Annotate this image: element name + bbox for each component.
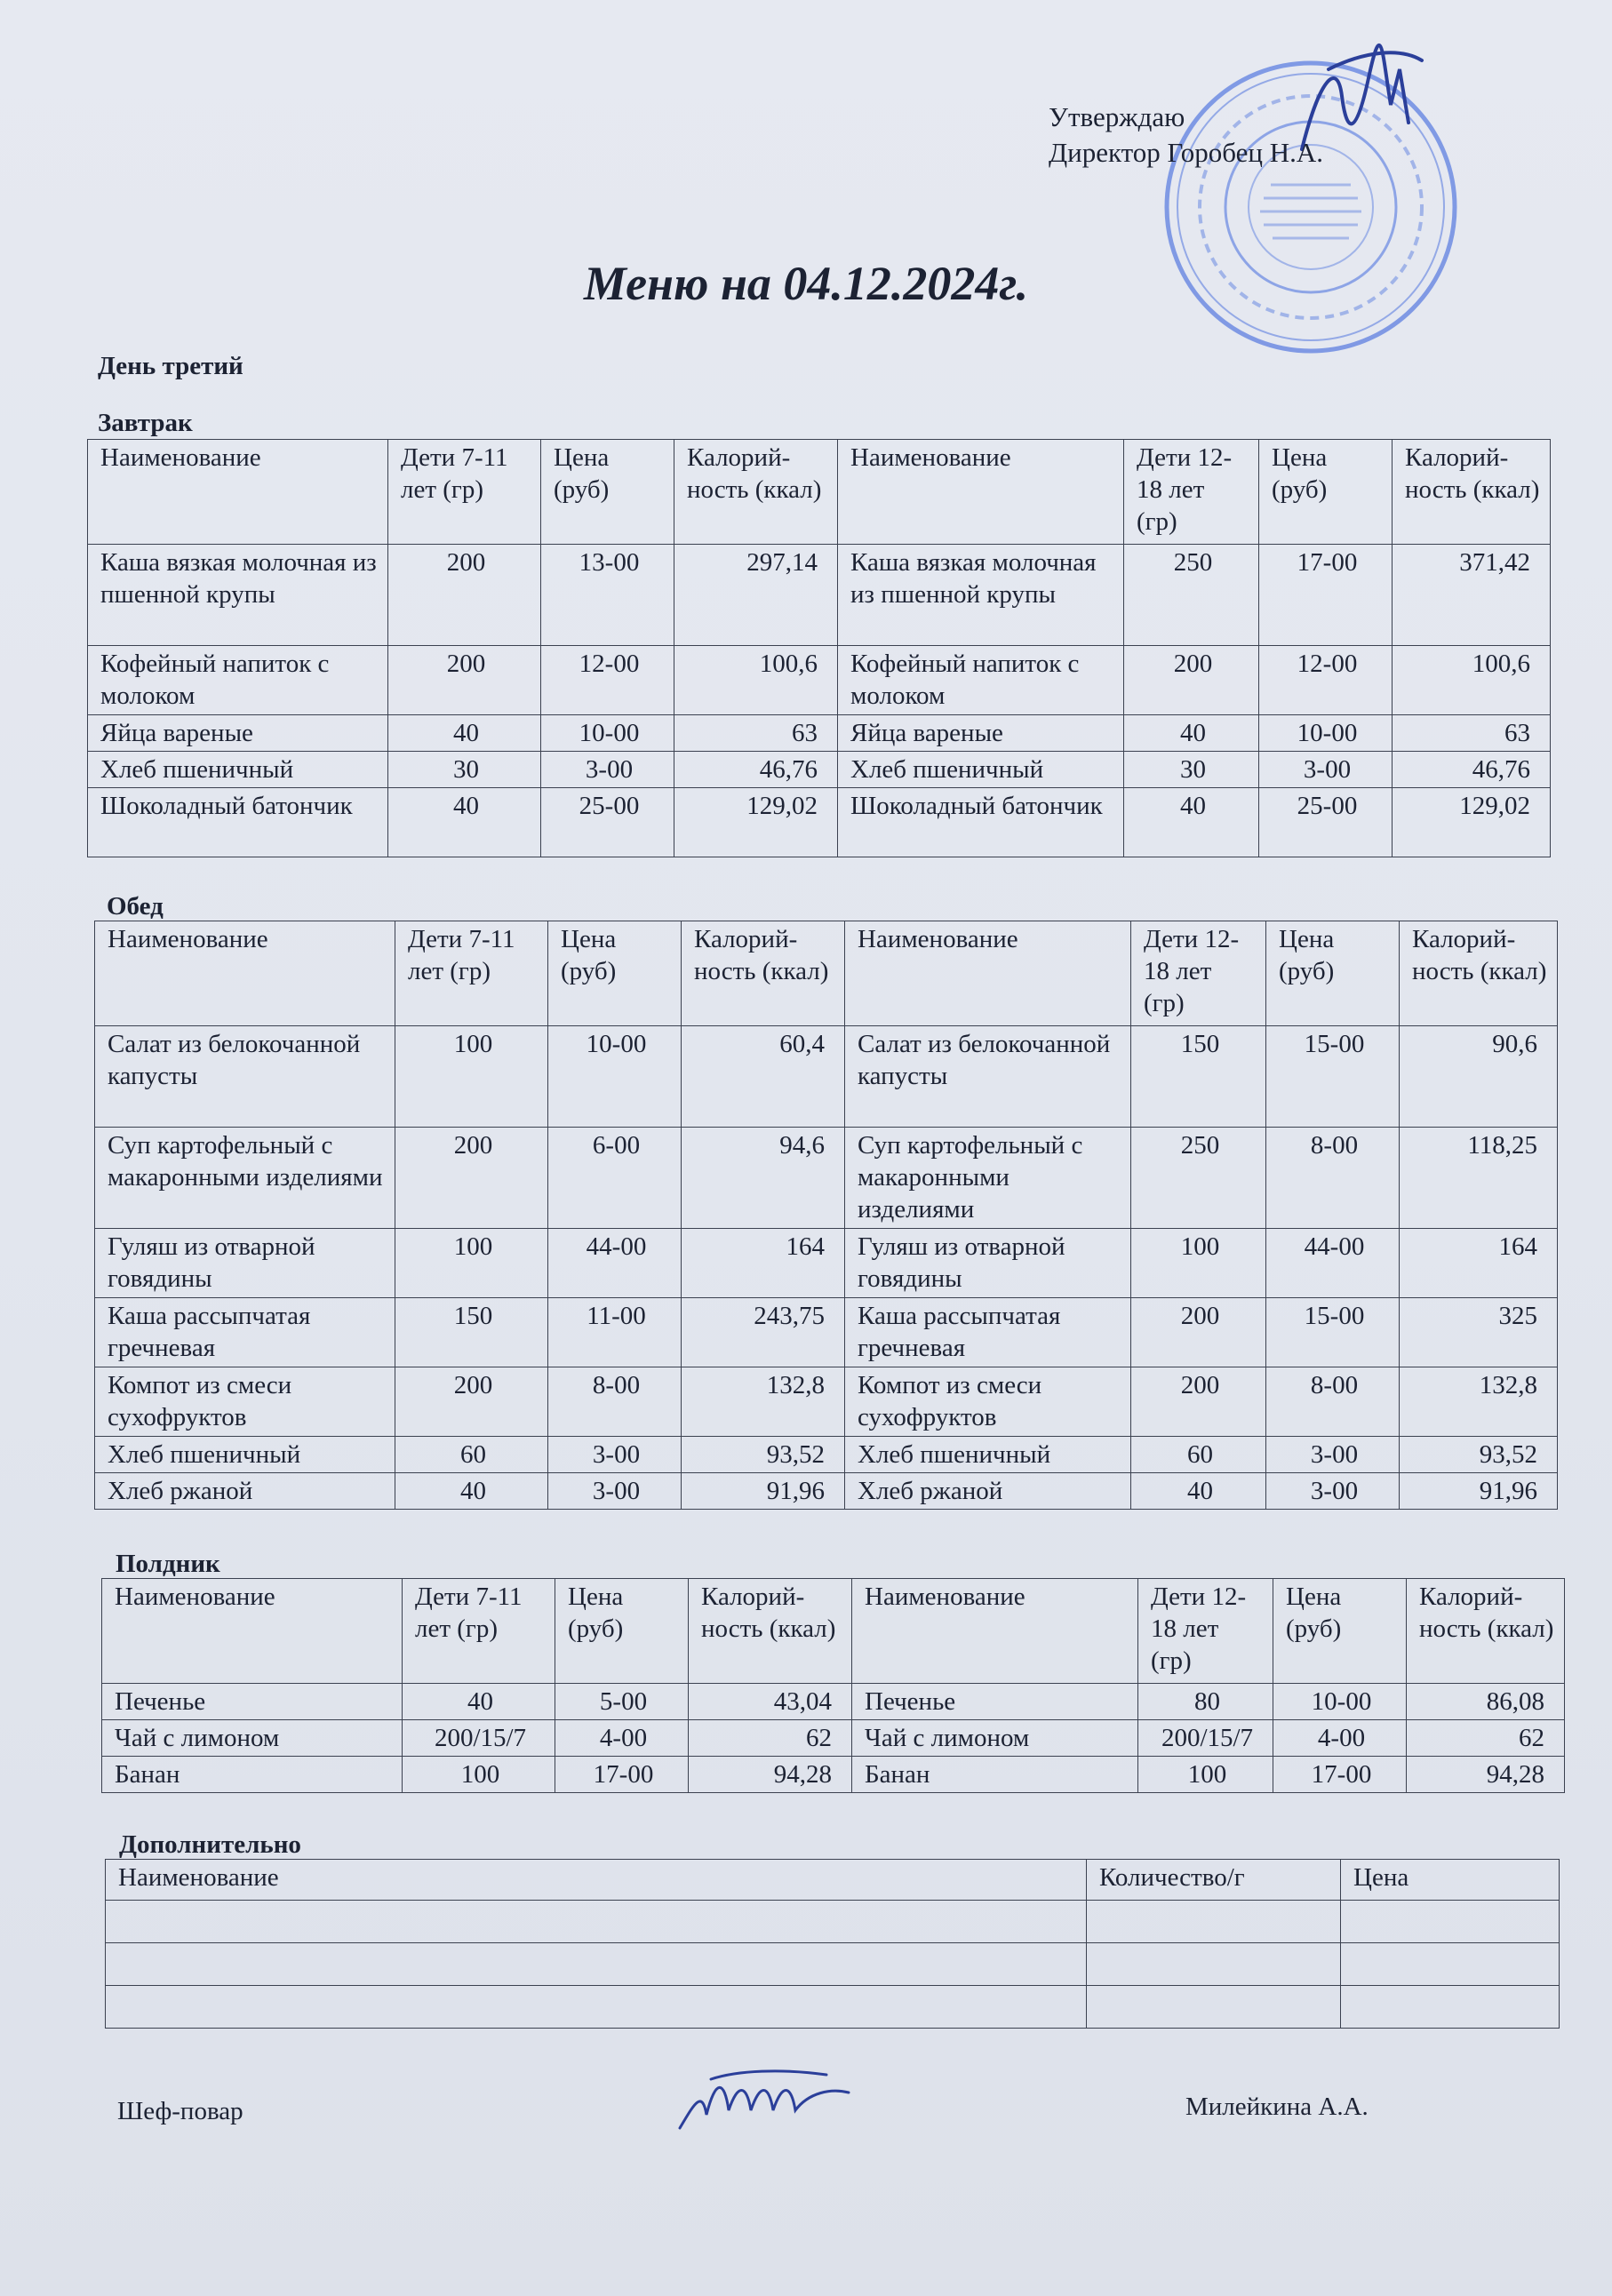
portion-12-18: 60 [1131,1437,1266,1473]
dish-name-7-11: Чай с лимоном [102,1720,403,1757]
price-12-18: 8-00 [1266,1128,1400,1229]
col-kids-12-18: Дети 12-18 лет (гр) [1124,440,1259,545]
extra-col-name: Наименование [106,1860,1087,1901]
table-row [88,715,1551,752]
price-12-18: 15-00 [1266,1298,1400,1367]
price-12-18: 44-00 [1266,1229,1400,1298]
calories-7-11: 91,96 [682,1473,845,1510]
dish-name-7-11: Банан [102,1757,403,1793]
extra-col-price: Цена [1341,1860,1560,1901]
price-7-11: 3-00 [548,1437,682,1473]
calories-7-11: 132,8 [682,1367,845,1437]
dish-name-7-11: Компот из смеси сухофруктов [95,1367,395,1437]
calories-12-18: 118,25 [1400,1128,1558,1229]
price-7-11: 10-00 [541,715,674,752]
dish-name-7-11: Шоколадный батончик [88,788,388,857]
portion-12-18: 200 [1131,1367,1266,1437]
calories-7-11: 43,04 [689,1684,852,1720]
price-12-18: 17-00 [1273,1757,1407,1793]
col-price-7-11: Цена (руб) [541,440,674,545]
col-name-7-11: Наименование [95,921,395,1026]
calories-12-18: 46,76 [1393,752,1551,788]
dish-name-12-18: Хлеб пшеничный [845,1437,1131,1473]
dish-name-7-11: Каша рассыпчатая гречневая [95,1298,395,1367]
portion-12-18: 30 [1124,752,1259,788]
price-7-11: 10-00 [548,1026,682,1128]
dish-name-7-11: Салат из белокочанной капусты [95,1026,395,1128]
dish-name-12-18: Чай с лимоном [852,1720,1138,1757]
portion-12-18: 100 [1131,1229,1266,1298]
portion-12-18: 200/15/7 [1138,1720,1273,1757]
dish-name-12-18: Суп картофельный с макаронными изделиями [845,1128,1131,1229]
portion-7-11: 200 [388,545,541,646]
dish-name-12-18: Салат из белокочанной капусты [845,1026,1131,1128]
calories-7-11: 164 [682,1229,845,1298]
price-12-18: 15-00 [1266,1026,1400,1128]
dish-name-12-18: Яйца вареные [838,715,1124,752]
calories-12-18: 164 [1400,1229,1558,1298]
calories-12-18: 371,42 [1393,545,1551,646]
dish-name-12-18: Каша вязкая молочная из пшенной крупы [838,545,1124,646]
price-7-11: 25-00 [541,788,674,857]
calories-7-11: 297,14 [674,545,838,646]
table-row [95,1473,1558,1510]
dish-name-12-18: Кофейный напиток с молоком [838,646,1124,715]
dish-name-7-11: Кофейный напиток с молоком [88,646,388,715]
dish-name-7-11: Яйца вареные [88,715,388,752]
table-row [88,545,1551,646]
col-kids-7-11: Дети 7-11 лет (гр) [403,1579,555,1684]
calories-12-18: 129,02 [1393,788,1551,857]
dish-name-12-18: Каша рассыпчатая гречневая [845,1298,1131,1367]
calories-12-18: 63 [1393,715,1551,752]
col-calories-12-18: Калорий-ность (ккал) [1400,921,1558,1026]
calories-12-18: 100,6 [1393,646,1551,715]
calories-7-11: 63 [674,715,838,752]
dish-name-12-18: Компот из смеси сухофруктов [845,1367,1131,1437]
price-12-18: 17-00 [1259,545,1393,646]
portion-7-11: 30 [388,752,541,788]
calories-12-18: 132,8 [1400,1367,1558,1437]
calories-12-18: 93,52 [1400,1437,1558,1473]
price-7-11: 12-00 [541,646,674,715]
price-7-11: 4-00 [555,1720,689,1757]
price-12-18: 4-00 [1273,1720,1407,1757]
table-row [95,1298,1558,1367]
table-row [102,1720,1565,1757]
calories-12-18: 90,6 [1400,1026,1558,1128]
table-row [106,1943,1560,1986]
calories-12-18: 91,96 [1400,1473,1558,1510]
price-12-18: 12-00 [1259,646,1393,715]
calories-12-18: 94,28 [1407,1757,1565,1793]
extra-table [105,1859,1560,2029]
col-calories-7-11: Калорий-ность (ккал) [689,1579,852,1684]
table-row [95,1229,1558,1298]
col-calories-12-18: Калорий-ность (ккал) [1393,440,1551,545]
dish-name-7-11: Гуляш из отварной говядины [95,1229,395,1298]
price-7-11: 44-00 [548,1229,682,1298]
director-line: Директор Горобец Н.А. [1049,137,1323,168]
col-name-12-18: Наименование [845,921,1131,1026]
calories-7-11: 243,75 [682,1298,845,1367]
col-price-12-18: Цена (руб) [1259,440,1393,545]
portion-12-18: 80 [1138,1684,1273,1720]
portion-7-11: 40 [403,1684,555,1720]
portion-12-18: 250 [1124,545,1259,646]
lunch-table [94,921,1558,1510]
lunch-title: Обед [107,892,164,921]
col-name-7-11: Наименование [88,440,388,545]
table-row [95,1026,1558,1128]
col-price-7-11: Цена (руб) [555,1579,689,1684]
calories-12-18: 62 [1407,1720,1565,1757]
calories-7-11: 94,28 [689,1757,852,1793]
day-label: День третий [98,352,243,380]
price-12-18: 25-00 [1259,788,1393,857]
price-12-18: 10-00 [1273,1684,1407,1720]
portion-7-11: 200 [395,1367,548,1437]
approval-block [1049,100,1323,171]
chef-name: Милейкина А.А. [1185,2093,1369,2121]
dish-name-7-11: Хлеб пшеничный [95,1437,395,1473]
table-row [106,1986,1560,2029]
calories-7-11: 100,6 [674,646,838,715]
calories-7-11: 94,6 [682,1128,845,1229]
col-kids-7-11: Дети 7-11 лет (гр) [395,921,548,1026]
calories-7-11: 46,76 [674,752,838,788]
calories-12-18: 325 [1400,1298,1558,1367]
portion-12-18: 150 [1131,1026,1266,1128]
portion-7-11: 150 [395,1298,548,1367]
portion-7-11: 200 [388,646,541,715]
dish-name-12-18: Хлеб ржаной [845,1473,1131,1510]
col-kids-12-18: Дети 12-18 лет (гр) [1131,921,1266,1026]
portion-7-11: 60 [395,1437,548,1473]
portion-7-11: 200/15/7 [403,1720,555,1757]
snack-title: Полдник [116,1550,220,1578]
price-7-11: 5-00 [555,1684,689,1720]
portion-7-11: 40 [388,715,541,752]
col-calories-7-11: Калорий-ность (ккал) [674,440,838,545]
col-name-7-11: Наименование [102,1579,403,1684]
portion-7-11: 200 [395,1128,548,1229]
portion-7-11: 40 [388,788,541,857]
breakfast-table [87,439,1551,857]
price-7-11: 3-00 [541,752,674,788]
col-calories-7-11: Калорий-ность (ккал) [682,921,845,1026]
table-row [95,1367,1558,1437]
dish-name-12-18: Шоколадный батончик [838,788,1124,857]
extra-col-qty: Количество/г [1087,1860,1341,1901]
price-7-11: 3-00 [548,1473,682,1510]
snack-table [101,1578,1565,1793]
breakfast-title: Завтрак [98,409,193,437]
price-7-11: 13-00 [541,545,674,646]
dish-name-7-11: Хлеб ржаной [95,1473,395,1510]
calories-7-11: 60,4 [682,1026,845,1128]
col-name-12-18: Наименование [852,1579,1138,1684]
price-7-11: 11-00 [548,1298,682,1367]
portion-12-18: 40 [1124,715,1259,752]
calories-7-11: 93,52 [682,1437,845,1473]
price-12-18: 3-00 [1259,752,1393,788]
dish-name-7-11: Суп картофельный с макаронными изделиями [95,1128,395,1229]
portion-12-18: 200 [1124,646,1259,715]
table-row [88,752,1551,788]
dish-name-12-18: Гуляш из отварной говядины [845,1229,1131,1298]
approve-line: Утверждаю [1049,101,1185,132]
table-row [95,1437,1558,1473]
table-row [95,1128,1558,1229]
portion-12-18: 40 [1124,788,1259,857]
portion-7-11: 100 [403,1757,555,1793]
table-row [88,788,1551,857]
dish-name-12-18: Хлеб пшеничный [838,752,1124,788]
col-price-7-11: Цена (руб) [548,921,682,1026]
table-row [102,1757,1565,1793]
price-12-18: 3-00 [1266,1473,1400,1510]
col-name-12-18: Наименование [838,440,1124,545]
extra-title: Дополнительно [119,1830,301,1859]
portion-7-11: 100 [395,1229,548,1298]
price-7-11: 17-00 [555,1757,689,1793]
table-row [102,1684,1565,1720]
dish-name-7-11: Каша вязкая молочная из пшенной крупы [88,545,388,646]
col-price-12-18: Цена (руб) [1266,921,1400,1026]
price-12-18: 3-00 [1266,1437,1400,1473]
portion-12-18: 200 [1131,1298,1266,1367]
dish-name-7-11: Печенье [102,1684,403,1720]
portion-12-18: 100 [1138,1757,1273,1793]
calories-7-11: 62 [689,1720,852,1757]
portion-12-18: 250 [1131,1128,1266,1229]
price-12-18: 10-00 [1259,715,1393,752]
col-kids-12-18: Дети 12-18 лет (гр) [1138,1579,1273,1684]
calories-7-11: 129,02 [674,788,838,857]
price-12-18: 8-00 [1266,1367,1400,1437]
price-7-11: 8-00 [548,1367,682,1437]
portion-7-11: 40 [395,1473,548,1510]
dish-name-12-18: Банан [852,1757,1138,1793]
dish-name-12-18: Печенье [852,1684,1138,1720]
chef-label: Шеф-повар [117,2097,243,2125]
page-title: Меню на 04.12.2024г. [583,257,1029,310]
portion-12-18: 40 [1131,1473,1266,1510]
price-7-11: 6-00 [548,1128,682,1229]
dish-name-7-11: Хлеб пшеничный [88,752,388,788]
table-row [106,1901,1560,1943]
col-price-12-18: Цена (руб) [1273,1579,1407,1684]
portion-7-11: 100 [395,1026,548,1128]
calories-12-18: 86,08 [1407,1684,1565,1720]
table-row [88,646,1551,715]
col-kids-7-11: Дети 7-11 лет (гр) [388,440,541,545]
chef-signature-icon [675,2061,853,2141]
col-calories-12-18: Калорий-ность (ккал) [1407,1579,1565,1684]
